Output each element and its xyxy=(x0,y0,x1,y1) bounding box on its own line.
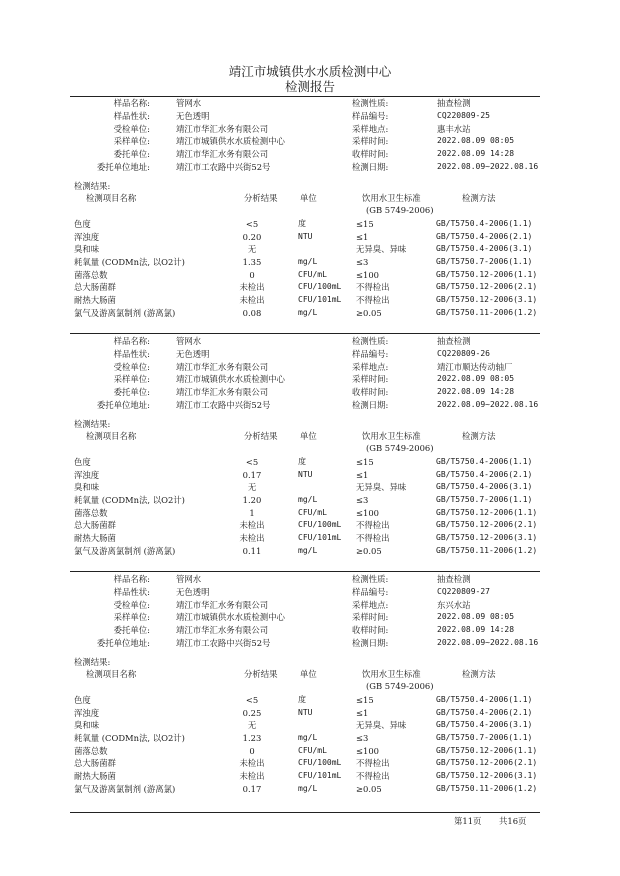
row-method: GB/T5750.4-2006(3.1) xyxy=(436,720,533,729)
row-result: <5 xyxy=(245,219,259,229)
label-sampling-unit: 采样单位: xyxy=(113,136,150,147)
col-item: 检测项目名称 xyxy=(86,669,137,679)
value-sampling-place: 东兴水站 xyxy=(437,599,471,610)
row-method: GB/T5750.12-2006(2.1) xyxy=(436,520,538,529)
col-standard-sub: (GB 5749-2006) xyxy=(366,681,434,691)
row-item: 菌落总数 xyxy=(74,746,108,756)
col-unit: 单位 xyxy=(300,669,317,679)
label-test-date: 检测日期: xyxy=(352,162,389,172)
label-client-address: 委托单位地址: xyxy=(96,400,150,410)
row-unit: CFU/mL xyxy=(298,270,327,279)
row-item: 浑浊度 xyxy=(74,232,100,242)
col-method: 检测方法 xyxy=(462,669,496,679)
row-method: GB/T5750.4-2006(3.1) xyxy=(436,244,533,253)
row-item: 浑浊度 xyxy=(74,708,100,718)
row-item: 氯气及游离氯制剂 (游离氯) xyxy=(74,546,176,556)
label-sampling-time: 采样时间: xyxy=(352,612,389,623)
row-standard: 无异臭、异味 xyxy=(356,482,407,492)
results-label: 检测结果: xyxy=(74,419,111,429)
row-item: 色度 xyxy=(74,695,91,705)
row-method: GB/T5750.4-2006(2.1) xyxy=(436,470,533,479)
row-item: 氯气及游离氯制剂 (游离氯) xyxy=(74,308,176,318)
row-standard: ≥0.05 xyxy=(356,784,382,794)
col-unit: 单位 xyxy=(300,431,317,441)
row-method: GB/T5750.11-2006(1.2) xyxy=(436,546,538,555)
row-result: 无 xyxy=(247,720,257,730)
row-result: 0.11 xyxy=(242,546,262,556)
value-client-address: 靖江市工农路中兴街52号 xyxy=(176,638,271,648)
value-receive-time: 2022.08.09 14:28 xyxy=(437,387,515,397)
row-result: 1.20 xyxy=(242,495,262,505)
row-result: 0.17 xyxy=(242,470,262,480)
row-standard: ≥0.05 xyxy=(356,546,382,556)
value-sampling-unit: 靖江市城镇供水水质检测中心 xyxy=(176,612,285,623)
row-unit: CFU/100mL xyxy=(298,758,342,767)
value-test-date: 2022.08.09~2022.08.16 xyxy=(437,400,539,409)
value-sampling-time: 2022.08.09 08:05 xyxy=(437,374,515,384)
row-item: 色度 xyxy=(74,219,91,229)
row-result: 0.25 xyxy=(242,708,262,718)
row-standard: ≥0.05 xyxy=(356,308,382,318)
value-sample-name: 管网水 xyxy=(176,336,202,346)
label-sampling-place: 采样地点: xyxy=(352,123,389,134)
row-standard: 不得检出 xyxy=(356,758,390,768)
label-commission-unit: 受检单位: xyxy=(113,123,150,134)
row-result: 未检出 xyxy=(239,295,265,305)
label-test-date: 检测日期: xyxy=(352,638,389,648)
label-receive-time: 收样时间: xyxy=(352,625,389,636)
value-commission-unit: 靖江市华汇水务有限公司 xyxy=(176,599,269,610)
label-sample-name: 样品名称: xyxy=(113,574,150,584)
value-sampling-time: 2022.08.09 08:05 xyxy=(437,136,515,146)
value-commission-unit: 靖江市华汇水务有限公司 xyxy=(176,123,269,134)
row-item: 臭和味 xyxy=(74,244,100,254)
row-method: GB/T5750.12-2006(1.1) xyxy=(436,746,538,755)
col-result: 分析结果 xyxy=(244,669,278,679)
row-method: GB/T5750.11-2006(1.2) xyxy=(436,784,538,793)
row-standard: ≤1 xyxy=(356,708,369,718)
row-result: 1 xyxy=(249,508,255,518)
row-method: GB/T5750.7-2006(1.1) xyxy=(436,495,533,504)
value-test-date: 2022.08.09~2022.08.16 xyxy=(437,638,539,647)
row-method: GB/T5750.12-2006(2.1) xyxy=(436,758,538,767)
row-unit: 度 xyxy=(298,457,306,466)
value-sample-trait: 无色透明 xyxy=(176,110,210,121)
row-item: 总大肠菌群 xyxy=(74,758,116,768)
row-result: 0.08 xyxy=(242,308,262,318)
label-test-nature: 检测性质: xyxy=(352,98,389,108)
row-unit: CFU/mL xyxy=(298,508,327,517)
row-method: GB/T5750.4-2006(2.1) xyxy=(436,232,533,241)
row-standard: ≤15 xyxy=(356,695,374,705)
row-item: 总大肠菌群 xyxy=(74,520,116,530)
row-unit: CFU/101mL xyxy=(298,295,342,304)
row-unit: 度 xyxy=(298,695,306,704)
label-commission-unit: 受检单位: xyxy=(113,361,150,372)
row-standard: 无异臭、异味 xyxy=(356,720,407,730)
value-test-nature: 抽查检测 xyxy=(437,336,471,346)
label-sampling-time: 采样时间: xyxy=(352,374,389,385)
label-client-unit: 委托单位: xyxy=(113,149,150,160)
row-item: 臭和味 xyxy=(74,720,100,730)
value-client-address: 靖江市工农路中兴街52号 xyxy=(176,400,271,410)
value-test-nature: 抽查检测 xyxy=(437,98,471,108)
col-result: 分析结果 xyxy=(244,193,278,203)
col-standard: 饮用水卫生标准 xyxy=(362,193,421,203)
col-method: 检测方法 xyxy=(462,193,496,203)
label-receive-time: 收样时间: xyxy=(352,387,389,398)
value-receive-time: 2022.08.09 14:28 xyxy=(437,625,515,635)
row-unit: NTU xyxy=(298,232,313,241)
results-label: 检测结果: xyxy=(74,181,111,191)
row-item: 色度 xyxy=(74,457,91,467)
row-method: GB/T5750.12-2006(1.1) xyxy=(436,270,538,279)
row-standard: 无异臭、异味 xyxy=(356,244,407,254)
row-method: GB/T5750.4-2006(2.1) xyxy=(436,708,533,717)
value-sample-no: CQ220809-25 xyxy=(437,110,490,120)
row-method: GB/T5750.7-2006(1.1) xyxy=(436,257,533,266)
label-client-address: 委托单位地址: xyxy=(96,638,150,648)
label-sample-name: 样品名称: xyxy=(113,98,150,108)
row-result: 0.20 xyxy=(242,232,262,242)
col-item: 检测项目名称 xyxy=(86,431,137,441)
value-sample-no: CQ220809-26 xyxy=(437,348,490,358)
value-sample-name: 管网水 xyxy=(176,574,202,584)
row-standard: ≤3 xyxy=(356,257,369,267)
row-method: GB/T5750.12-2006(3.1) xyxy=(436,771,538,780)
label-sample-name: 样品名称: xyxy=(113,336,150,346)
row-unit: NTU xyxy=(298,470,313,479)
footer-rule xyxy=(70,812,540,813)
value-sampling-time: 2022.08.09 08:05 xyxy=(437,612,515,622)
value-test-date: 2022.08.09~2022.08.16 xyxy=(437,162,539,171)
row-standard: ≤1 xyxy=(356,232,369,242)
value-client-address: 靖江市工农路中兴街52号 xyxy=(176,162,271,172)
row-item: 耐热大肠菌 xyxy=(74,533,116,543)
col-item: 检测项目名称 xyxy=(86,193,137,203)
value-sample-name: 管网水 xyxy=(176,98,202,108)
row-result: 未检出 xyxy=(239,771,265,781)
row-result: 0 xyxy=(249,270,255,280)
org-title: 靖江市城镇供水水质检测中心 xyxy=(228,64,392,79)
row-unit: CFU/101mL xyxy=(298,771,342,780)
row-unit: mg/L xyxy=(298,546,318,555)
row-result: 未检出 xyxy=(239,520,265,530)
row-item: 耐热大肠菌 xyxy=(74,771,116,781)
row-item: 菌落总数 xyxy=(74,508,108,518)
row-result: 0 xyxy=(249,746,255,756)
row-standard: ≤3 xyxy=(356,495,369,505)
row-standard: 不得检出 xyxy=(356,520,390,530)
row-standard: ≤3 xyxy=(356,733,369,743)
row-unit: 度 xyxy=(298,219,306,228)
row-unit: CFU/100mL xyxy=(298,282,342,291)
row-result: 0.17 xyxy=(242,784,262,794)
value-sample-trait: 无色透明 xyxy=(176,348,210,359)
label-test-date: 检测日期: xyxy=(352,400,389,410)
row-item: 氯气及游离氯制剂 (游离氯) xyxy=(74,784,176,794)
row-standard: ≤100 xyxy=(356,270,380,280)
label-sample-trait: 样品性状: xyxy=(113,586,150,597)
row-standard: 不得检出 xyxy=(356,533,390,543)
row-item: 耗氧量 (CODMn法, 以O2计) xyxy=(74,733,185,743)
value-sampling-place: 惠丰水站 xyxy=(437,123,471,134)
col-standard-sub: (GB 5749-2006) xyxy=(366,205,434,215)
row-unit: CFU/mL xyxy=(298,746,327,755)
row-method: GB/T5750.4-2006(1.1) xyxy=(436,695,533,704)
label-receive-time: 收样时间: xyxy=(352,149,389,160)
value-sampling-place: 靖江市顺达传动轴厂 xyxy=(437,361,513,372)
row-method: GB/T5750.7-2006(1.1) xyxy=(436,733,533,742)
row-method: GB/T5750.4-2006(3.1) xyxy=(436,482,533,491)
row-item: 耗氧量 (CODMn法, 以O2计) xyxy=(74,495,185,505)
row-item: 臭和味 xyxy=(74,482,100,492)
row-result: 1.23 xyxy=(242,733,262,743)
row-unit: mg/L xyxy=(298,495,318,504)
label-sampling-place: 采样地点: xyxy=(352,361,389,372)
row-unit: mg/L xyxy=(298,733,318,742)
row-standard: ≤100 xyxy=(356,746,380,756)
row-item: 菌落总数 xyxy=(74,270,108,280)
label-client-unit: 委托单位: xyxy=(113,625,150,636)
value-sampling-unit: 靖江市城镇供水水质检测中心 xyxy=(176,136,285,147)
label-commission-unit: 受检单位: xyxy=(113,599,150,610)
value-test-nature: 抽查检测 xyxy=(437,574,471,584)
value-client-unit: 靖江市华汇水务有限公司 xyxy=(176,387,269,398)
row-result: 无 xyxy=(247,482,257,492)
row-item: 耗氧量 (CODMn法, 以O2计) xyxy=(74,257,185,267)
label-test-nature: 检测性质: xyxy=(352,574,389,584)
value-sampling-unit: 靖江市城镇供水水质检测中心 xyxy=(176,374,285,385)
row-unit: CFU/100mL xyxy=(298,520,342,529)
row-method: GB/T5750.11-2006(1.2) xyxy=(436,308,538,317)
page-number: 第11页 xyxy=(454,816,482,826)
row-item: 浑浊度 xyxy=(74,470,100,480)
row-unit: mg/L xyxy=(298,784,318,793)
row-unit: CFU/101mL xyxy=(298,533,342,542)
label-sample-trait: 样品性状: xyxy=(113,110,150,121)
label-sample-no: 样品编号: xyxy=(352,348,389,359)
col-standard: 饮用水卫生标准 xyxy=(362,431,421,441)
row-item: 总大肠菌群 xyxy=(74,282,116,292)
row-result: <5 xyxy=(245,457,259,467)
label-client-unit: 委托单位: xyxy=(113,387,150,398)
row-unit: mg/L xyxy=(298,308,318,317)
row-standard: 不得检出 xyxy=(356,282,390,292)
col-method: 检测方法 xyxy=(462,431,496,441)
row-method: GB/T5750.12-2006(2.1) xyxy=(436,282,538,291)
row-method: GB/T5750.4-2006(1.1) xyxy=(436,219,533,228)
row-standard: ≤15 xyxy=(356,219,374,229)
row-standard: ≤100 xyxy=(356,508,380,518)
label-sampling-time: 采样时间: xyxy=(352,136,389,147)
value-receive-time: 2022.08.09 14:28 xyxy=(437,149,515,159)
label-client-address: 委托单位地址: xyxy=(96,162,150,172)
col-unit: 单位 xyxy=(300,193,317,203)
value-commission-unit: 靖江市华汇水务有限公司 xyxy=(176,361,269,372)
row-result: 1.35 xyxy=(242,257,262,267)
row-result: 未检出 xyxy=(239,758,265,768)
label-sample-no: 样品编号: xyxy=(352,586,389,597)
value-client-unit: 靖江市华汇水务有限公司 xyxy=(176,625,269,636)
row-method: GB/T5750.12-2006(3.1) xyxy=(436,533,538,542)
row-result: 未检出 xyxy=(239,533,265,543)
report-title: 检测报告 xyxy=(284,79,335,94)
row-method: GB/T5750.4-2006(1.1) xyxy=(436,457,533,466)
label-sample-no: 样品编号: xyxy=(352,110,389,121)
row-unit: NTU xyxy=(298,708,313,717)
row-result: 无 xyxy=(247,244,257,254)
row-standard: ≤1 xyxy=(356,470,369,480)
row-item: 耐热大肠菌 xyxy=(74,295,116,305)
label-sample-trait: 样品性状: xyxy=(113,348,150,359)
label-sampling-place: 采样地点: xyxy=(352,599,389,610)
row-result: 未检出 xyxy=(239,282,265,292)
results-label: 检测结果: xyxy=(74,657,111,667)
value-sample-no: CQ220809-27 xyxy=(437,586,490,596)
col-standard: 饮用水卫生标准 xyxy=(362,669,421,679)
col-result: 分析结果 xyxy=(244,431,278,441)
row-result: <5 xyxy=(245,695,259,705)
value-sample-trait: 无色透明 xyxy=(176,586,210,597)
row-method: GB/T5750.12-2006(3.1) xyxy=(436,295,538,304)
label-sampling-unit: 采样单位: xyxy=(113,374,150,385)
row-unit: mg/L xyxy=(298,257,318,266)
value-client-unit: 靖江市华汇水务有限公司 xyxy=(176,149,269,160)
row-standard: ≤15 xyxy=(356,457,374,467)
label-test-nature: 检测性质: xyxy=(352,336,389,346)
row-method: GB/T5750.12-2006(1.1) xyxy=(436,508,538,517)
col-standard-sub: (GB 5749-2006) xyxy=(366,443,434,453)
row-standard: 不得检出 xyxy=(356,295,390,305)
row-standard: 不得检出 xyxy=(356,771,390,781)
page-total: 共16页 xyxy=(499,816,527,826)
label-sampling-unit: 采样单位: xyxy=(113,612,150,623)
